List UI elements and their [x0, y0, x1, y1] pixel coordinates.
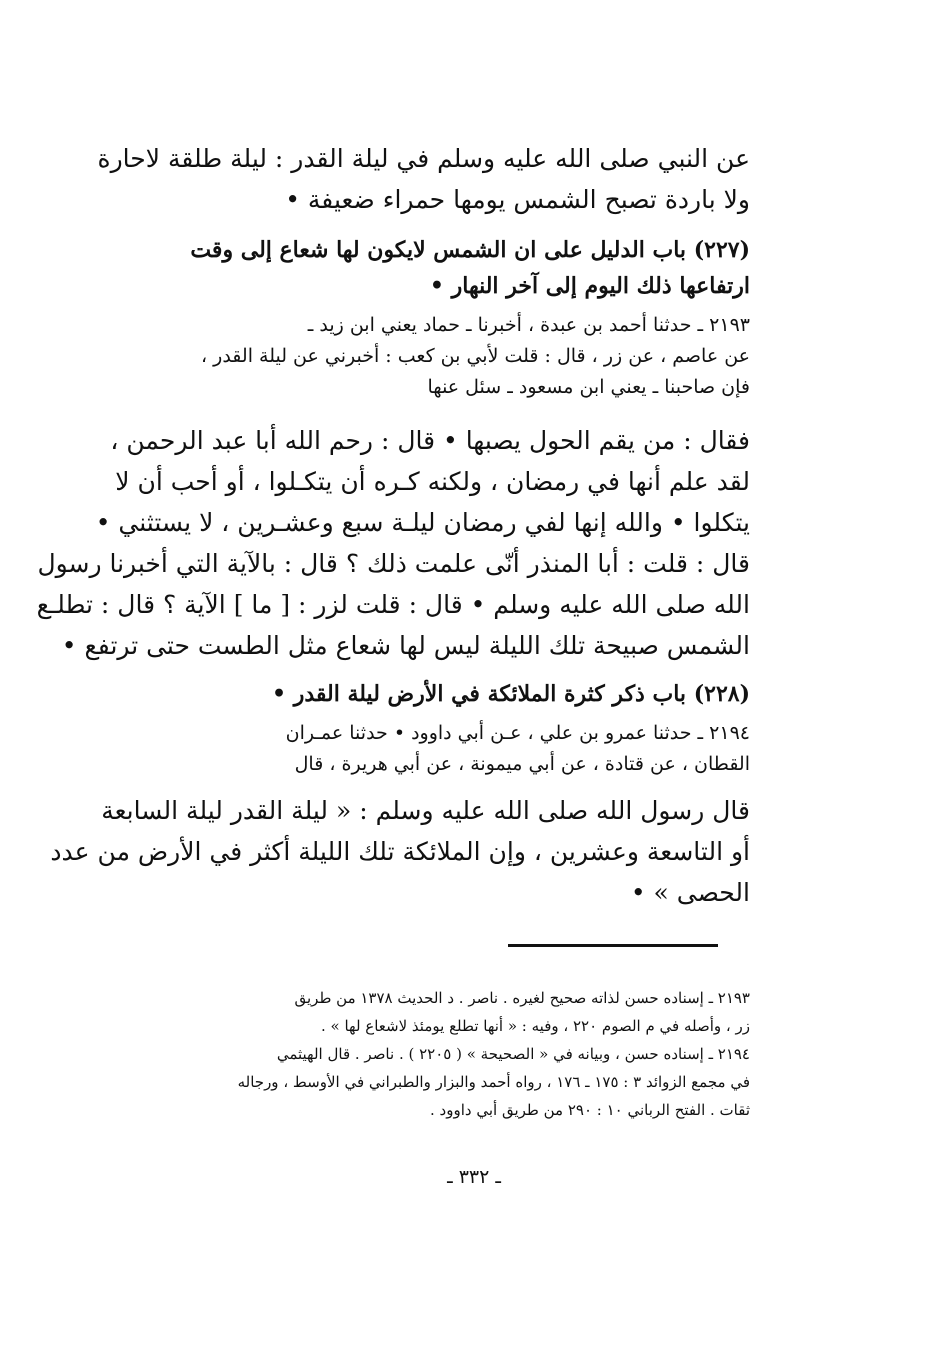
text-line: عن النبي صلى الله عليه وسلم في ليلة القدر : ليلة طلقة لاحارة — [97, 144, 750, 173]
heading-line: (٢٢٨) باب ذكر كثرة الملائكة في الأرض ليلة القدر • — [271, 681, 750, 707]
text-line: الحصى » • — [630, 878, 750, 907]
text-line: قال : قلت : أبا المنذر أنّى علمت ذلك ؟ قال : بالآية التي أخبرنا رسول — [37, 549, 750, 578]
isnad-2194 — [110, 718, 750, 780]
text-line: قال رسول الله صلى الله عليه وسلم : « ليلة القدر ليلة السابعة — [101, 796, 750, 825]
footnote-divider — [508, 944, 718, 947]
footnote-line: ٢١٩٣ ـ إسناده حسن لذاته صحيح لغيره . ناصر . د الحديث ١٣٧٨ من طريق — [294, 989, 750, 1007]
text-line: ٢١٩٣ ـ حدثنا أحمد بن عبدة ، أخبرنا ـ حماد يعني ابن زيد ـ — [307, 314, 750, 336]
text-line: القطان ، عن قتادة ، عن أبي ميمونة ، عن أبي هريرة ، قال — [294, 753, 750, 775]
footnote-line: في مجمع الزوائد ٣ : ١٧٥ ـ ١٧٦ ، رواه أحمد والبزار والطبراني في الأوسط ، ورجاله — [237, 1073, 750, 1091]
intro-hadith-text — [97, 138, 750, 220]
text-line: فقال : من يقم الحول يصبها • قال : رحم الله أبا عبد الرحمن ، — [110, 426, 750, 455]
heading-line: ارتفاعها ذلك اليوم إلى آخر النهار • — [429, 273, 750, 299]
text-line: الشمس صبيحة تلك الليلة ليس لها شعاع مثل الطست حتى ترتفع • — [61, 631, 750, 660]
matn-2193 — [36, 420, 750, 666]
text-line: لقد علم أنها في رمضان ، ولكنه كـره أن يتكـلوا ، أو أحب أن لا — [115, 467, 750, 496]
text-line: الله صلى الله عليه وسلم • قال : قلت لزر : [ ما ] الآية ؟ قال : تطلـع — [36, 590, 750, 619]
text-line: عن عاصم ، عن زر ، قال : قلت لأبي بن كعب : أخبرني عن ليلة القدر ، — [200, 345, 750, 367]
chapter-heading-228 — [110, 676, 750, 712]
text-line: فإن صاحبنا ـ يعني ابن مسعود ـ سئل عنها — [427, 376, 750, 398]
page-number: ـ ٣٣٢ ـ — [447, 1166, 501, 1188]
footnote-line: ثقات . الفتح الرباني ١٠ : ٢٩٠ من طريق أبي داوود . — [430, 1101, 750, 1119]
text-line: أو التاسعة وعشرين ، وإن الملائكة تلك الليلة أكثر في الأرض من عدد — [50, 837, 750, 866]
heading-line: (٢٢٧) باب الدليل على ان الشمس لايكون لها شعاع إلى وقت — [190, 237, 750, 263]
text-line: يتكلوا • والله إنها لفي رمضان ليلـة سبع وعشـرين ، لا يستثني • — [95, 508, 750, 537]
footnotes — [110, 984, 750, 1124]
matn-2194 — [50, 790, 750, 913]
text-line: ولا باردة تصبح الشمس يومها حمراء ضعيفة • — [285, 185, 750, 214]
chapter-heading-227 — [110, 232, 750, 304]
footnote-line: زر ، وأصله في م الصوم ٢٢٠ ، وفيه : « أنها تطلع يومئذ لاشعاع لها » . — [320, 1017, 750, 1035]
footnote-line: ٢١٩٤ ـ إسناده حسن ، وبيانه في « الصحيحة » ( ٢٢٠٥ ) . ناصر . قال الهيثمي — [276, 1045, 750, 1063]
text-line: ٢١٩٤ ـ حدثنا عمرو بن علي ، عـن أبي داوود • حدثنا عمـران — [285, 722, 750, 744]
isnad-2193 — [110, 310, 750, 403]
